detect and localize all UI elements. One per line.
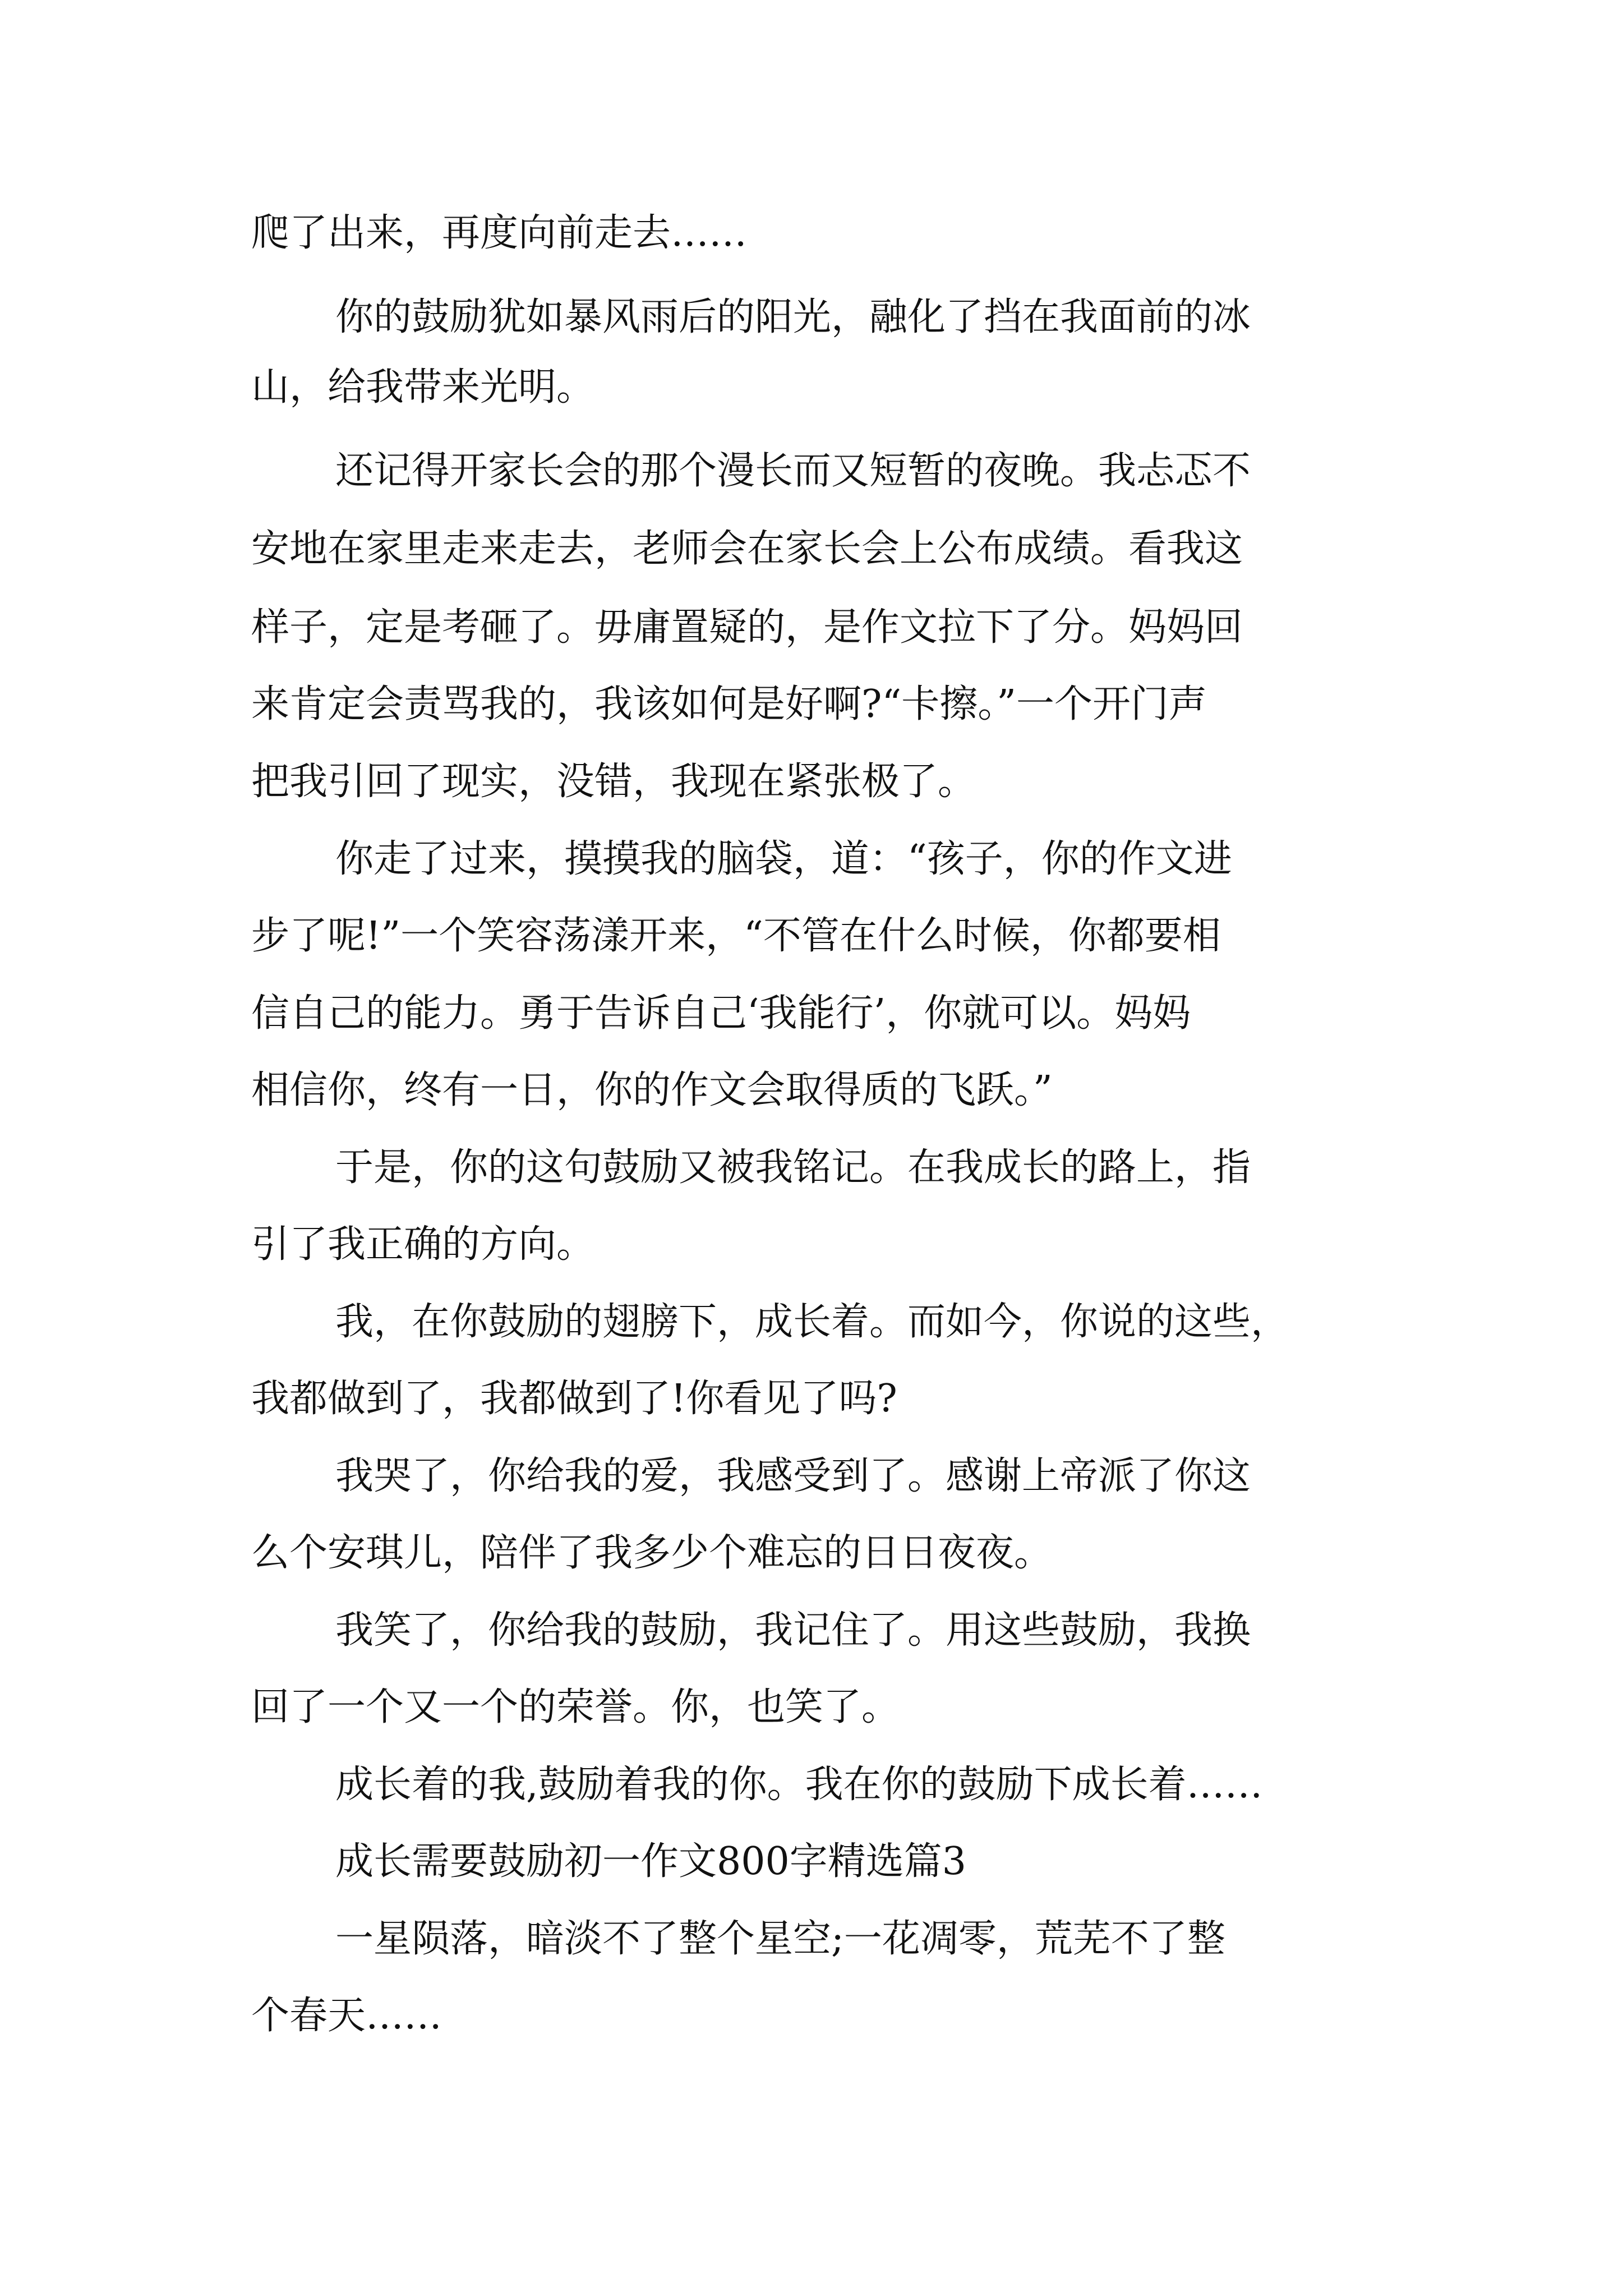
- text-line-6: 样子，定是考砸了。毋庸置疑的，是作文拉下了分。妈妈回: [251, 605, 1243, 650]
- text-line-3: 山，给我带来光明。: [251, 365, 595, 409]
- text-line-15: 我，在你鼓励的翅膀下，成长着。而如今，你说的这些，: [335, 1300, 1289, 1344]
- text-line-18: 么个安琪儿，陪伴了我多少个难忘的日日夜夜。: [251, 1531, 1053, 1575]
- section-heading: 成长需要鼓励初一作文800字精选篇3: [335, 1839, 967, 1884]
- text-line-12: 相信你，终有一日，你的作文会取得质的飞跃。”: [251, 1068, 1053, 1112]
- text-line-2: 你的鼓励犹如暴风雨后的阳光，融化了挡在我面前的冰: [335, 295, 1251, 339]
- text-line-13: 于是，你的这句鼓励又被我铭记。在我成长的路上，指: [335, 1145, 1251, 1190]
- text-line-19: 我笑了，你给我的鼓励，我记住了。用这些鼓励，我换: [335, 1608, 1251, 1653]
- text-line-10: 步了呢!”一个笑容荡漾开来，“不管在什么时候，你都要相: [251, 914, 1221, 958]
- text-line-1: 爬了出来，再度向前走去……: [251, 211, 748, 255]
- text-line-20: 回了一个又一个的荣誉。你，也笑了。: [251, 1685, 900, 1729]
- text-line-8: 把我引回了现实，没错，我现在紧张极了。: [251, 760, 976, 804]
- text-line-4: 还记得开家长会的那个漫长而又短暂的夜晚。我忐忑不: [335, 449, 1251, 493]
- text-line-5: 安地在家里走来走去，老师会在家长会上公布成绩。看我这: [251, 527, 1243, 571]
- text-line-17: 我哭了，你给我的爱，我感受到了。感谢上帝派了你这: [335, 1454, 1251, 1498]
- text-line-11: 信自己的能力。勇于告诉自己‘我能行’，你就可以。妈妈: [251, 991, 1191, 1036]
- text-line-14: 引了我正确的方向。: [251, 1222, 595, 1267]
- text-line-7: 来肯定会责骂我的，我该如何是好啊?“卡擦。”一个开门声: [251, 682, 1207, 726]
- text-line-24: 个春天……: [251, 1994, 442, 2038]
- text-line-23: 一星陨落，暗淡不了整个星空;一花凋零，荒芜不了整: [335, 1917, 1225, 1961]
- text-line-21: 成长着的我,鼓励着我的你。我在你的鼓励下成长着……: [335, 1763, 1263, 1807]
- text-line-9: 你走了过来，摸摸我的脑袋，道：“孩子，你的作文进: [335, 837, 1232, 881]
- text-line-16: 我都做到了，我都做到了!你看见了吗?: [251, 1377, 897, 1421]
